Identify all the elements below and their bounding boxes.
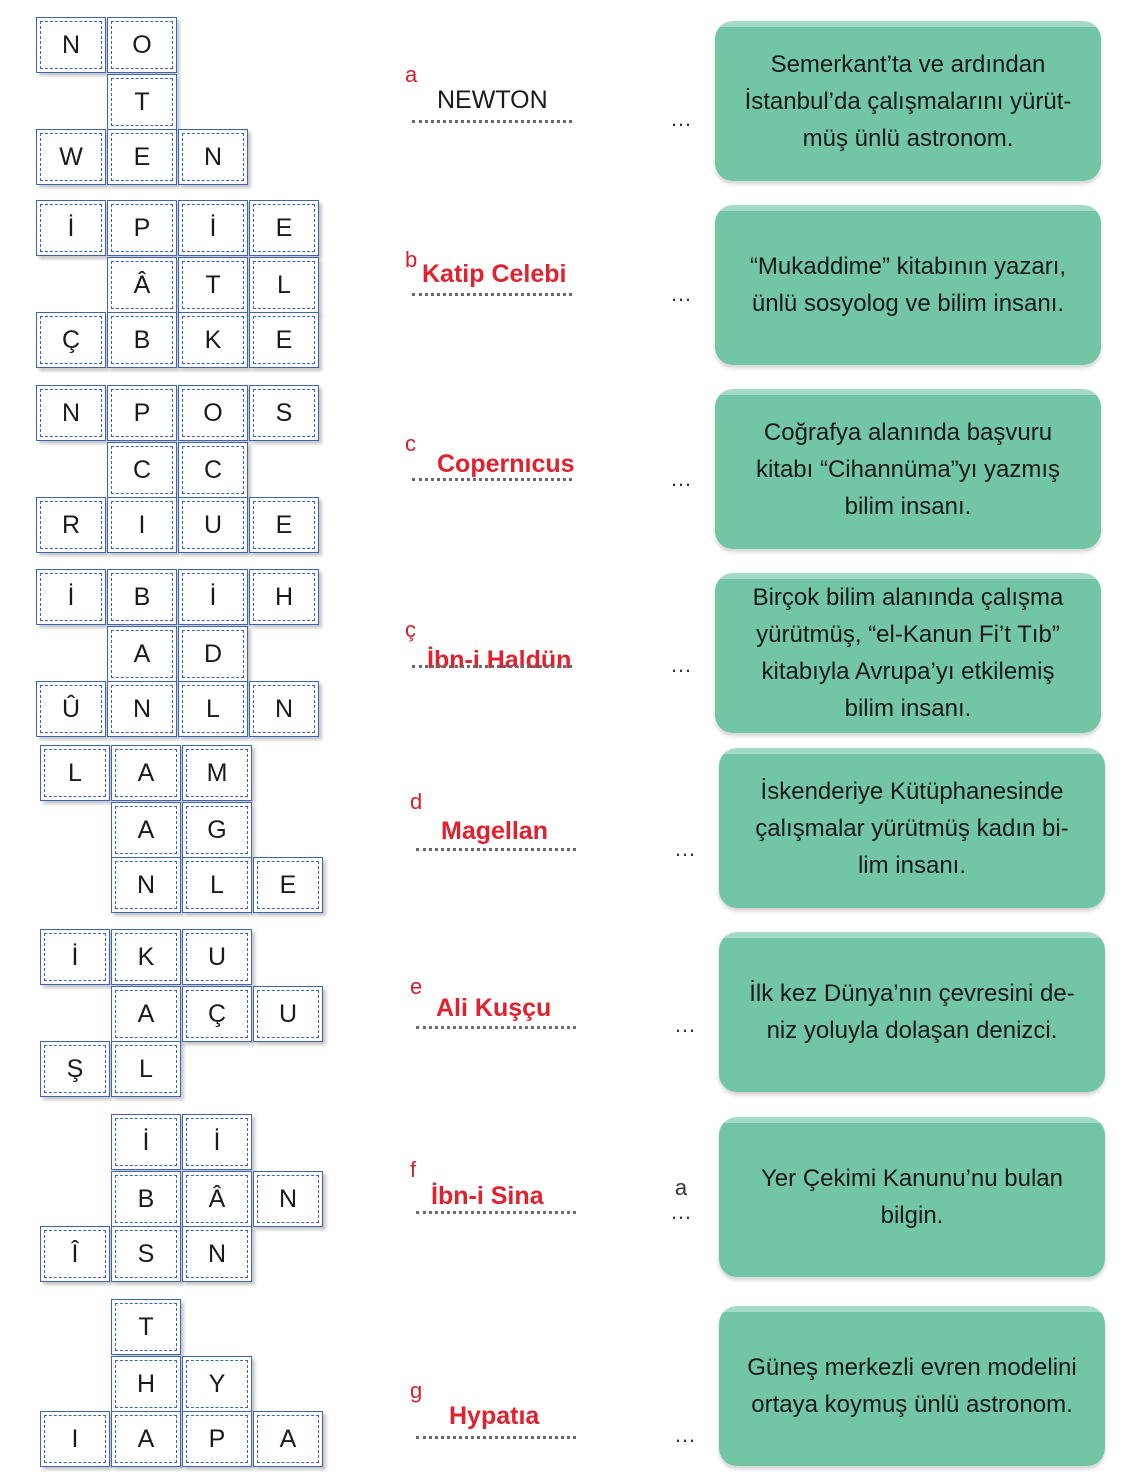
answer-mark-e: e [410, 974, 423, 999]
match-slot[interactable] [664, 1176, 700, 1224]
letter-cell [178, 626, 248, 682]
cell-letter: İ [142, 1127, 150, 1156]
letter-cell [107, 442, 177, 498]
letter-cell [111, 1411, 181, 1467]
description-line: bilim insanı. [844, 695, 972, 722]
letter-cell [36, 129, 106, 185]
cell-letter: A [137, 815, 155, 844]
description-card [719, 1117, 1105, 1277]
description-line: İlk kez Dünya’nın çevresini de- [749, 980, 1075, 1007]
answer-text: Ali Kuşçu [436, 994, 552, 1022]
letter-cell [111, 1226, 181, 1282]
description-card [719, 932, 1105, 1092]
cell-letter: I [138, 510, 146, 539]
cell-letter: N [61, 30, 81, 59]
letter-cell [107, 312, 177, 368]
description-line: kitabı “Cihannüma”yı yazmış [755, 455, 1061, 483]
description-card [715, 389, 1101, 549]
letter-cell [182, 1114, 252, 1170]
letter-cell [40, 1411, 110, 1467]
match-letter: a [674, 1175, 690, 1200]
letter-cell [178, 385, 248, 441]
cell-letter: C [132, 455, 152, 484]
description-line: bilgin. [880, 1202, 944, 1229]
letter-cell [111, 1171, 181, 1227]
letter-cell [249, 257, 319, 313]
description-line: Semerkant’ta ve ardından [770, 50, 1046, 78]
letter-cell [36, 200, 106, 256]
letter-cell [36, 17, 106, 73]
description-line: İstanbul’da çalışmalarını yürüt- [744, 87, 1072, 115]
description-card [715, 573, 1101, 733]
letter-cell [40, 1226, 110, 1282]
letter-cell [182, 986, 252, 1042]
letter-cell [178, 200, 248, 256]
cell-letter: Ç [207, 999, 227, 1028]
cell-letter: O [203, 398, 223, 427]
cell-letter: U [207, 942, 227, 971]
letter-cell [111, 986, 181, 1042]
answer-mark-b: b [405, 247, 418, 272]
letter-cell [182, 802, 252, 858]
description-line: yürütmüş, “el-Kanun Fi’t Tıb” [756, 621, 1060, 648]
cell-letter: B [133, 325, 151, 354]
answer-mark-f: f [410, 1157, 417, 1182]
cell-letter: H [136, 1369, 156, 1398]
cell-letter: M [206, 758, 228, 787]
cell-letter: L [68, 758, 82, 787]
letter-cell [111, 857, 181, 913]
description-line: niz yoluyla dolaşan denizci. [766, 1017, 1058, 1044]
letter-cell [36, 312, 106, 368]
cell-letter: N [274, 694, 294, 723]
cell-letter: Û [61, 694, 81, 723]
cell-letter: C [203, 455, 223, 484]
cell-letter: Â [208, 1184, 226, 1213]
letter-cell [107, 257, 177, 313]
description-line: müş ünlü astronom. [802, 124, 1014, 152]
match-slot[interactable]: … [674, 1422, 698, 1447]
letter-cell [182, 1226, 252, 1282]
cell-letter: İ [67, 582, 75, 611]
cell-letter: N [132, 694, 152, 723]
answer-mark-c: c [405, 431, 416, 456]
description-line: “Mukaddime” kitabının yazarı, [749, 253, 1067, 280]
cell-letter: A [279, 1424, 297, 1453]
letter-cell [111, 802, 181, 858]
letter-cell [249, 385, 319, 441]
cell-letter: U [203, 510, 223, 539]
answer-text: NEWTON [437, 86, 548, 114]
match-slot[interactable]: … [670, 466, 694, 491]
answer-mark-a: a [405, 62, 418, 87]
description-line: çalışmalar yürütmüş kadın bi- [755, 814, 1069, 842]
letter-cell [107, 626, 177, 682]
answer-text: Hypatıa [449, 1402, 540, 1430]
cell-letter: A [133, 639, 151, 668]
match-slot[interactable]: … [674, 836, 698, 861]
cell-letter: K [137, 942, 155, 971]
cell-letter: B [133, 582, 151, 611]
letter-cell [40, 745, 110, 801]
letter-cell [178, 681, 248, 737]
cell-letter: Ş [66, 1054, 84, 1083]
letter-cell [253, 1411, 323, 1467]
description-text [745, 46, 1072, 157]
cell-letter: R [61, 510, 81, 539]
match-slot[interactable]: … [670, 106, 694, 131]
letter-cell [111, 1356, 181, 1412]
description-card [719, 1306, 1105, 1466]
cell-letter: B [137, 1184, 155, 1213]
letter-cell [107, 17, 177, 73]
cell-letter: L [139, 1054, 153, 1083]
cell-letter: T [205, 270, 221, 299]
description-line: kitabıyla Avrupa’yı etkilemiş [761, 658, 1055, 685]
cell-letter: P [208, 1424, 226, 1453]
cell-letter: G [207, 815, 227, 844]
description-line: ünlü sosyolog ve bilim insanı. [751, 290, 1065, 317]
cell-letter: S [137, 1239, 155, 1268]
letter-cell [249, 200, 319, 256]
cell-letter: K [204, 325, 222, 354]
cell-letter: İ [213, 1127, 221, 1156]
letter-cell [107, 385, 177, 441]
match-slot[interactable]: … [674, 1012, 698, 1037]
cell-letter: E [133, 142, 151, 171]
letter-cell [253, 1171, 323, 1227]
cell-letter: N [203, 142, 223, 171]
answer-text: Magellan [441, 817, 548, 845]
cell-letter: N [136, 870, 156, 899]
letter-cell [249, 497, 319, 553]
letter-cell [178, 129, 248, 185]
letter-cell [107, 74, 177, 130]
answer-dotted-line [416, 1436, 576, 1439]
cell-letter: İ [67, 213, 75, 242]
cell-letter: A [137, 758, 155, 787]
description-text [747, 1349, 1076, 1423]
description-card [715, 21, 1101, 181]
match-slot[interactable]: … [670, 281, 694, 306]
letter-cell [36, 385, 106, 441]
letter-cell [253, 986, 323, 1042]
letter-cell [249, 681, 319, 737]
description-line: İskenderiye Kütüphanesinde [760, 777, 1064, 805]
answer-mark-g: g [410, 1378, 423, 1403]
letter-cell [178, 497, 248, 553]
cell-letter: E [275, 325, 293, 354]
description-text [756, 414, 1060, 525]
letter-cell [249, 312, 319, 368]
answer-dotted-line [416, 1026, 576, 1029]
letter-cell [178, 257, 248, 313]
cell-letter: İ [209, 213, 217, 242]
answer-dotted-line [412, 120, 572, 123]
letter-cell [182, 929, 252, 985]
cell-letter: E [275, 510, 293, 539]
letter-cell [111, 745, 181, 801]
cell-letter: H [274, 582, 294, 611]
cell-letter: N [207, 1239, 227, 1268]
letter-cell [107, 569, 177, 625]
letter-cell [36, 681, 106, 737]
match-dots: … [670, 1199, 694, 1224]
description-line: bilim insanı. [844, 492, 972, 520]
cell-letter: A [137, 999, 155, 1028]
letter-cell [249, 569, 319, 625]
cell-letter: S [275, 398, 293, 427]
answer-text: İbn-i Sina [431, 1182, 544, 1210]
cell-letter: Ç [61, 325, 81, 354]
answer-dotted-line [416, 848, 576, 851]
cell-letter: L [206, 694, 220, 723]
cell-letter: Y [208, 1369, 226, 1398]
match-slot[interactable]: … [670, 652, 694, 677]
letter-cell [111, 1041, 181, 1097]
description-text [761, 1160, 1063, 1234]
cell-letter: W [59, 142, 83, 171]
description-line: Güneş merkezli evren modelini [747, 1354, 1077, 1381]
letter-cell [107, 681, 177, 737]
description-line: ortaya koymuş ünlü astronom. [751, 1391, 1073, 1418]
letter-cell [111, 929, 181, 985]
description-text [755, 773, 1068, 884]
letter-cell [178, 442, 248, 498]
cell-letter: İ [71, 942, 79, 971]
answer-mark-d: d [410, 789, 423, 814]
letter-cell [36, 569, 106, 625]
cell-letter: E [279, 870, 297, 899]
cell-letter: T [134, 87, 150, 116]
description-card [715, 205, 1101, 365]
description-text [753, 579, 1064, 727]
cell-letter: P [133, 213, 151, 242]
cell-letter: N [61, 398, 81, 427]
answer-text: İbn-i Haldün [427, 646, 572, 674]
cell-letter: N [278, 1184, 298, 1213]
description-line: Birçok bilim alanında çalışma [752, 584, 1064, 611]
answer-dotted-line [412, 478, 572, 481]
description-text [749, 975, 1074, 1049]
letter-cell [182, 857, 252, 913]
cell-letter: Î [71, 1239, 79, 1268]
cell-letter: T [138, 1312, 154, 1341]
letter-cell [107, 200, 177, 256]
letter-cell [40, 929, 110, 985]
description-line: lim insanı. [857, 851, 967, 879]
answer-text: Katip Celebi [422, 260, 567, 288]
cell-letter: A [137, 1424, 155, 1453]
answer-dotted-line [412, 665, 572, 668]
cell-letter: P [133, 398, 151, 427]
description-line: Coğrafya alanında başvuru [763, 418, 1053, 446]
description-card [719, 748, 1105, 908]
cell-letter: I [71, 1424, 79, 1453]
cell-letter: E [275, 213, 293, 242]
answer-text: Copernıcus [437, 450, 575, 478]
letter-cell [107, 497, 177, 553]
cell-letter: D [203, 639, 223, 668]
cell-letter: İ [209, 582, 217, 611]
letter-cell [178, 569, 248, 625]
cell-letter: U [278, 999, 298, 1028]
answer-dotted-line [412, 293, 572, 296]
cell-letter: L [277, 270, 291, 299]
description-text [750, 248, 1066, 322]
letter-cell [182, 1411, 252, 1467]
letter-cell [182, 745, 252, 801]
cell-letter: L [210, 870, 224, 899]
letter-cell [253, 857, 323, 913]
answer-dotted-line [416, 1211, 576, 1214]
letter-cell [40, 1041, 110, 1097]
letter-cell [182, 1356, 252, 1412]
answer-mark-ç: ç [405, 617, 416, 642]
letter-cell [178, 312, 248, 368]
letter-cell [182, 1171, 252, 1227]
description-line: Yer Çekimi Kanunu’nu bulan [761, 1165, 1063, 1192]
letter-cell [107, 129, 177, 185]
letter-cell [111, 1114, 181, 1170]
cell-letter: O [132, 30, 152, 59]
letter-cell [36, 497, 106, 553]
letter-cell [111, 1299, 181, 1355]
cell-letter: Â [133, 270, 151, 299]
